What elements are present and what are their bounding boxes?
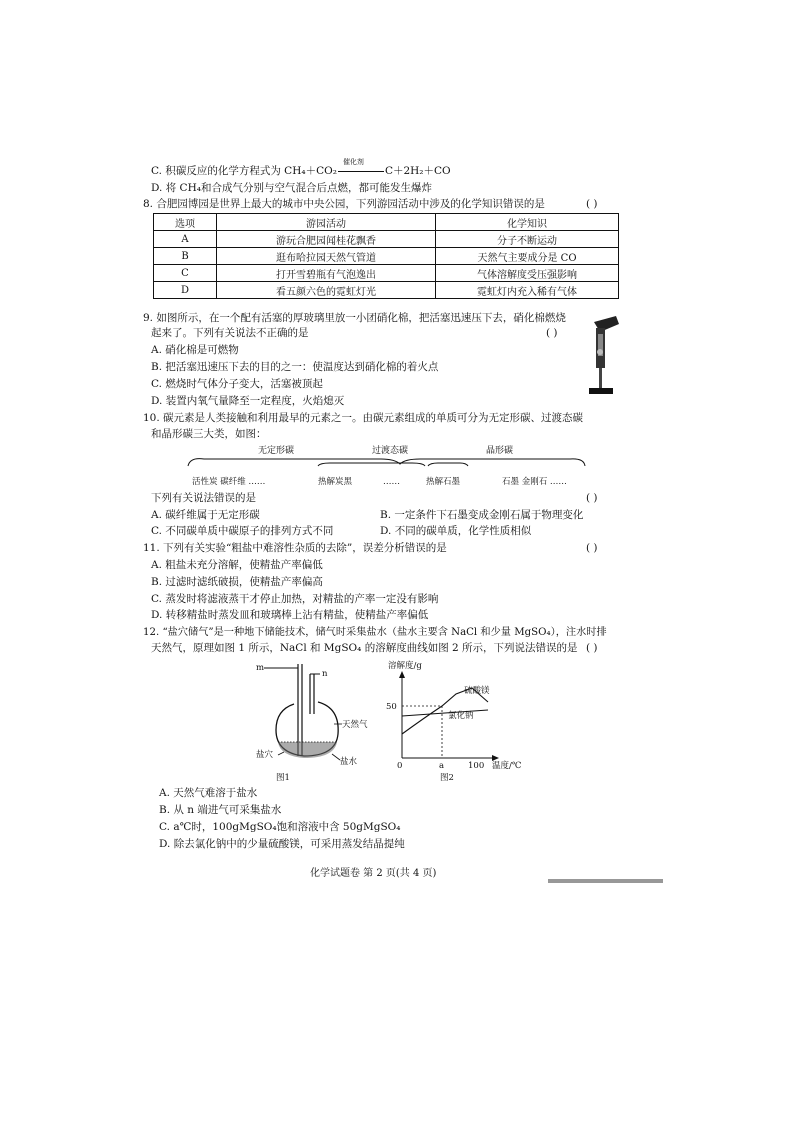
fig2-origin: 0: [397, 761, 403, 771]
q10-stem-line1: 10. 碳元素是人类接触和利用最早的元素之一。由碳元素组成的单质可分为无定形碳、过渡态碳: [143, 412, 584, 424]
fig1-label-brine: 盐水: [340, 757, 358, 767]
cell: 看五颜六色的霓虹灯光: [217, 282, 436, 299]
q9-stem-line2: 起来了。下列有关说法不正确的是: [151, 327, 309, 339]
item-ellipsis: ……: [383, 477, 400, 487]
table-row: [154, 282, 619, 299]
q9-option-c: C. 燃烧时气体分子变大，活塞被顶起: [151, 378, 323, 390]
cell: 天然气主要成分是 CO: [436, 248, 619, 265]
fig2-label-nacl: 氯化钠: [448, 711, 474, 721]
q9-option-d: D. 装置内氧气量降至一定程度，火焰熄灭: [151, 395, 345, 407]
q7-option-d: D. 将 CH₄和合成气分别与空气混合后点燃，都可能发生爆炸: [151, 182, 432, 194]
q10-option-d: D. 不同的碳单质，化学性质相似: [380, 525, 532, 537]
table-row: [154, 231, 619, 248]
fig1-label-n: n: [322, 669, 328, 679]
cell: 游玩合肥园闻桂花飘香: [217, 231, 436, 248]
q7-option-c: C. 积碳反应的化学方程式为 CH₄＋CO₂ 催化剂 C＋2H₂＋CO: [151, 158, 451, 177]
q9-option-a: A. 硝化棉是可燃物: [151, 344, 239, 356]
cell: 霓虹灯内充入稀有气体: [436, 282, 619, 299]
label-transition-carbon: 过渡态碳: [372, 446, 409, 456]
fig2-tick-a: a: [439, 761, 445, 771]
fig2-ylabel: 溶解度/g: [388, 661, 422, 671]
q12-option-c: C. a℃时，100gMgSO₄饱和溶液中含 50gMgSO₄: [159, 821, 401, 833]
q11-stem: 11. 下列有关实验“粗盐中难溶性杂质的去除”，误差分析错误的是: [143, 542, 447, 554]
fig2-caption: 图2: [440, 773, 454, 783]
header-knowledge: 化学知识: [436, 214, 619, 231]
q12-option-d: D. 除去氯化钠中的少量硫酸镁，可采用蒸发结晶提纯: [159, 838, 405, 850]
table-row: [154, 265, 619, 282]
header-option: 选项: [154, 214, 217, 231]
cell: 打开雪碧瓶有气泡逸出: [217, 265, 436, 282]
q10-option-b: B. 一定条件下石墨变成金刚石属于物理变化: [380, 509, 584, 521]
item-activated-carbon-fiber: 活性炭 碳纤维 ……: [192, 477, 266, 487]
fig2-label-mgso4: 硫酸镁: [464, 686, 490, 696]
fig2-xlabel: 温度/℃: [492, 761, 522, 771]
header-activity: 游园活动: [217, 214, 436, 231]
cell: B: [154, 248, 217, 265]
cell: 分子不断运动: [436, 231, 619, 248]
q11-option-d: D. 转移精盐时蒸发皿和玻璃棒上沾有精盐，使精盐产率偏低: [151, 609, 429, 621]
cell: 逛布哈拉园天然气管道: [217, 248, 436, 265]
q8-answer-paren: ( ): [586, 198, 598, 210]
catalyst-label: 催化剂: [342, 158, 364, 166]
item-pyrolytic-graphite: 热解石墨: [426, 477, 461, 487]
q10-stem-line3: 下列有关说法错误的是: [151, 492, 256, 504]
q10-option-a: A. 碳纤维属于无定形碳: [151, 509, 260, 521]
q12-stem-line1: 12. “盐穴储气”是一种地下储能技术，储气时采集盐水（盐水主要含 NaCl 和少量 MgSO₄），注水时排: [143, 627, 607, 638]
page-footer: 化学试题卷 第 2 页(共 4 页): [310, 868, 437, 879]
table-row: [154, 248, 619, 265]
q10-stem-line2: 和晶形碳三大类，如图：: [151, 428, 267, 440]
q12-answer-paren: ( ): [586, 642, 598, 654]
q8-table: [153, 213, 619, 299]
q9-answer-paren: ( ): [546, 327, 558, 339]
cell: 气体溶解度受压强影响: [436, 265, 619, 282]
table-header-row: [154, 214, 619, 231]
cell: D: [154, 282, 217, 299]
q8-stem: 8. 合肥园博园是世界上最大的城市中央公园，下列游园活动中涉及的化学知识错误的是: [143, 198, 545, 210]
q11-option-b: B. 过滤时滤纸破损，使精盐产率偏高: [151, 576, 323, 588]
label-crystalline-carbon: 晶形碳: [486, 446, 514, 456]
figure1-salt-cave: [254, 658, 374, 784]
fig1-label-salt-cave: 盐穴: [256, 750, 274, 760]
q11-answer-paren: ( ): [586, 542, 598, 554]
fig2-tick-100: 100: [468, 761, 485, 771]
cell: C: [154, 265, 217, 282]
fig1-label-natural-gas: 天然气: [342, 720, 368, 730]
fig2-tick-50: 50: [386, 702, 397, 712]
q12-option-b: B. 从 n 端进气可采集盐水: [159, 804, 282, 816]
q9-stem-line1: 9. 如图所示，在一个配有活塞的厚玻璃里放一小团硝化棉，把活塞迅速压下去，硝化棉燃烧: [143, 312, 566, 324]
piston-apparatus-image: [586, 312, 622, 402]
q12-option-a: A. 天然气难溶于盐水: [159, 787, 258, 799]
cell: A: [154, 231, 217, 248]
q9-option-b: B. 把活塞迅速压下去的目的之一：使温度达到硝化棉的着火点: [151, 361, 439, 373]
label-amorphous-carbon: 无定形碳: [258, 446, 295, 456]
carbon-classification-diagram: [180, 442, 590, 492]
q11-option-a: A. 粗盐未充分溶解，使精盐产率偏低: [151, 559, 323, 571]
q12-stem-line2: 天然气，原理如图 1 所示，NaCl 和 MgSO₄ 的溶解度曲线如图 2 所示，下列说法错误的是: [151, 642, 578, 654]
item-pyrolytic-carbon-black: 热解炭黑: [318, 477, 353, 487]
item-graphite-diamond: 石墨 金刚石 ……: [502, 477, 567, 487]
q10-answer-paren: ( ): [586, 492, 598, 504]
fig1-label-m: m: [256, 663, 265, 673]
fig1-caption: 图1: [276, 773, 290, 783]
q10-option-c: C. 不同碳单质中碳原子的排列方式不同: [151, 525, 334, 537]
figure2-solubility-chart: [384, 658, 534, 784]
scan-smudge-mark: [548, 878, 663, 884]
q11-option-c: C. 蒸发时将滤液蒸干才停止加热，对精盐的产率一定没有影响: [151, 593, 439, 605]
